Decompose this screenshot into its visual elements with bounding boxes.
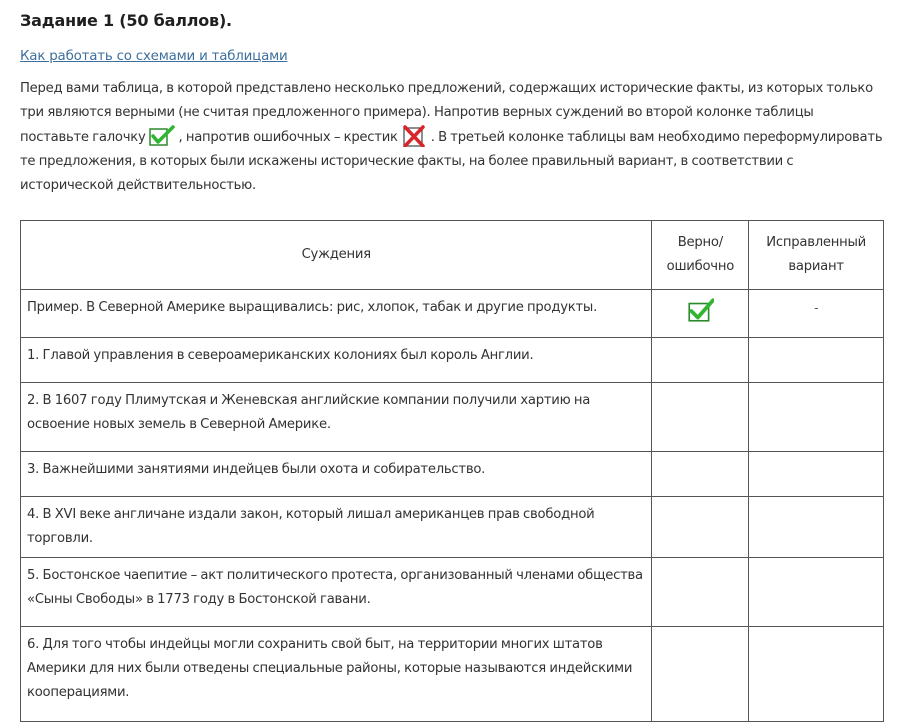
- table-row: [21, 558, 884, 627]
- verdict-cell[interactable]: [652, 558, 749, 627]
- corrected-cell[interactable]: [749, 627, 884, 722]
- table-row: [21, 383, 884, 452]
- table-row: [21, 338, 884, 383]
- example-verdict-cell: [652, 290, 749, 338]
- instructions-text: [20, 77, 884, 198]
- verdict-cell[interactable]: [652, 383, 749, 452]
- corrected-cell[interactable]: [749, 338, 884, 383]
- checkmark-icon: [686, 298, 714, 322]
- header-verdict: Верно/ ошибочно: [652, 221, 749, 290]
- example-statement: Пример. В Северной Америке выращивались: рис, хлопок, табак и другие продукты.: [21, 290, 652, 338]
- statements-table: [20, 220, 884, 722]
- table-header-row: [21, 221, 884, 290]
- instructions-part1: Перед вами таблица, в которой представлено несколько предложений, содержащих исторические факты, из которых только три являются верными (не считая предложенного примера). Напротив верных суждений во второй колонке таблицы поставьте галочку: [20, 81, 873, 145]
- cross-icon: [401, 125, 427, 147]
- table-row-example: [21, 290, 884, 338]
- corrected-cell[interactable]: [749, 383, 884, 452]
- example-corrected: -: [814, 301, 819, 315]
- task-container: [20, 8, 884, 198]
- statement-cell: 4. В XVI веке англичане издали закон, который лишал американцев прав свободной торговли.: [21, 497, 652, 558]
- corrected-cell[interactable]: [749, 452, 884, 497]
- corrected-cell[interactable]: [749, 497, 884, 558]
- verdict-cell[interactable]: [652, 338, 749, 383]
- table-row: [21, 497, 884, 558]
- statement-cell: 2. В 1607 году Плимутская и Женевская английские компании получили хартию на освоение новых земель в Северной Америке.: [21, 383, 652, 452]
- checkmark-icon: [149, 125, 175, 147]
- instructions-part3: . В третьей колонке таблицы вам необходимо переформулировать те предложения, в которых были искажены исторические факты, на более правильный вариант, в соответствии с исторической действительностью.: [20, 130, 883, 193]
- statement-cell: 5. Бостонское чаепитие – акт политического протеста, организованный членами общества «Сыны Свободы» в 1773 году в Бостонской гавани.: [21, 558, 652, 627]
- table-row: [21, 452, 884, 497]
- statement-cell: 1. Главой управления в североамериканских колониях был король Англии.: [21, 338, 652, 383]
- verdict-cell[interactable]: [652, 627, 749, 722]
- header-corrected: Исправленный вариант: [749, 221, 884, 290]
- header-statement: Суждения: [21, 221, 652, 290]
- table-row: [21, 627, 884, 722]
- instructions-part2: , напротив ошибочных – крестик: [178, 130, 398, 145]
- verdict-cell[interactable]: [652, 497, 749, 558]
- corrected-cell[interactable]: [749, 558, 884, 627]
- statement-cell: 3. Важнейшими занятиями индейцев были охота и собирательство.: [21, 452, 652, 497]
- task-title: Задание 1 (50 баллов).: [20, 11, 232, 30]
- verdict-cell[interactable]: [652, 452, 749, 497]
- statement-cell: 6. Для того чтобы индейцы могли сохранить свой быт, на территории многих штатов Америки для них были отведены специальные районы, которые называются индейскими кооперациями.: [21, 627, 652, 722]
- help-link[interactable]: Как работать со схемами и таблицами: [20, 49, 288, 64]
- example-corrected-cell: [749, 290, 884, 338]
